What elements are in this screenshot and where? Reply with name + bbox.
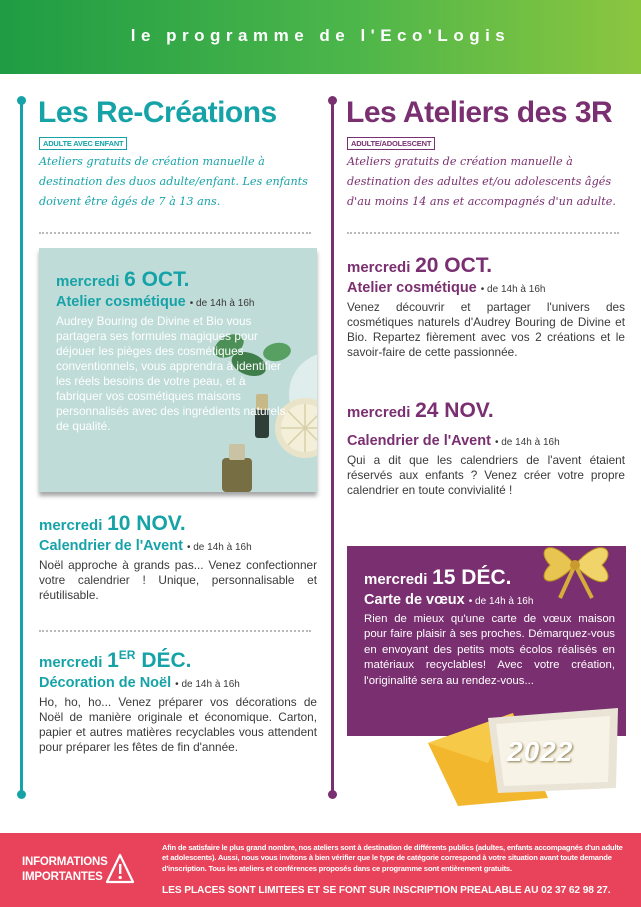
event-day-number: 1 bbox=[107, 649, 119, 672]
page-title: le programme de l'Eco'Logis bbox=[130, 26, 511, 45]
event-oct-20-right bbox=[347, 254, 625, 360]
event-activity bbox=[347, 280, 625, 296]
event-hours: • de 14h à 16h bbox=[494, 437, 560, 448]
event-activity-title: Calendrier de l'Avent bbox=[347, 433, 491, 449]
event-date bbox=[39, 648, 317, 673]
event-description: Ho, ho, ho... Venez préparer vos décorations de Noël de manière originale et économique. Carton, papier et autres matières recyclables vous attendent pour préparer les fêtes de fin d'année. bbox=[39, 695, 317, 754]
footer-registration-notice: LES PLACES SONT LIMITEES ET SE FONT SUR INSCRIPTION PREALABLE AU 02 37 62 98 27. bbox=[162, 885, 611, 896]
event-weekday: mercredi bbox=[364, 571, 428, 588]
left-featured-card bbox=[39, 248, 317, 492]
event-day: 20 OCT. bbox=[415, 254, 493, 277]
event-day: 24 NOV. bbox=[415, 399, 494, 422]
event-weekday: mercredi bbox=[347, 404, 411, 421]
event-activity-title: Atelier cosmétique bbox=[347, 280, 477, 296]
right-timeline-dot bbox=[328, 790, 337, 799]
event-oct-6-left bbox=[56, 268, 306, 434]
left-column-title: Les Re-Créations bbox=[38, 96, 277, 129]
event-date bbox=[39, 512, 317, 536]
left-timeline-dot bbox=[17, 790, 26, 799]
event-nov-24-right bbox=[347, 399, 625, 498]
event-description: Audrey Bouring de Divine et Bio vous partagera ses formules magiques pour déjouer les pièges des cosmétiques conventionnels, vous apprendra à identifier les réels besoins de votre peau, et à fabriquer vos cosmétiques maisons personnalisés avec des ingrédients naturels de qualité. bbox=[56, 314, 286, 433]
event-activity-title: Carte de vœux bbox=[364, 592, 465, 608]
gold-ribbon-icon bbox=[530, 530, 625, 600]
footer-info-banner bbox=[0, 833, 641, 907]
left-separator bbox=[39, 232, 311, 234]
footer-title-line: INFORMATIONS bbox=[22, 856, 108, 868]
footer-title bbox=[22, 855, 108, 885]
left-separator bbox=[39, 630, 311, 632]
footer-notice: Afin de satisfaire le plus grand nombre, nos ateliers sont à destination de différents publics (adultes, enfants accompagnés d'un adulte et adolescents). Aussi, nous vous invitons à bien vérifier que le type de catégorie correspond à votre situation avant toute demande d'inscription. Tous les ateliers et conférences proposés dans ce programme sont entièrement gratuits. bbox=[162, 843, 623, 873]
event-activity-title: Décoration de Noël bbox=[39, 675, 172, 691]
event-weekday: mercredi bbox=[56, 273, 120, 290]
right-separator bbox=[347, 232, 619, 234]
right-timeline-dot bbox=[328, 96, 337, 105]
event-description: Rien de mieux qu'une carte de vœux maison pour faire plaisir à ses proches. Démarquez-vous en envoyant des petits mots écolos réalisés en matériaux recyclables! Avec votre création, l'originalité sera au rendez-vous... bbox=[364, 613, 615, 687]
event-description: Qui a dit que les calendriers de l'avent étaient réservés aux enfants ? Venez créer votre propre calendrier en toute convivialité ! bbox=[347, 453, 625, 497]
footer-title-line: IMPORTANTES bbox=[22, 871, 103, 883]
left-timeline-dot bbox=[17, 96, 26, 105]
right-intro: Ateliers gratuits de création manuelle à destination des adultes et/ou adolescents âgés d'au moins 14 ans et accompagnés d'un adulte. bbox=[347, 155, 616, 208]
event-dec-1-left bbox=[39, 648, 317, 755]
event-weekday: mercredi bbox=[347, 259, 411, 276]
event-day: 10 NOV. bbox=[107, 512, 186, 535]
event-hours: • de 14h à 16h bbox=[189, 298, 255, 309]
event-hours: • de 14h à 16h bbox=[480, 284, 546, 295]
header-banner bbox=[0, 0, 641, 74]
event-day: 15 DÉC. bbox=[432, 566, 512, 589]
event-activity-title: Calendrier de l'Avent bbox=[39, 538, 183, 554]
event-description: Noël approche à grands pas... Venez confectionner votre calendrier ! Unique, personnalisable et réutilisable. bbox=[39, 558, 317, 602]
event-activity bbox=[56, 294, 306, 310]
event-month: DÉC. bbox=[141, 649, 192, 672]
left-audience-tag: ADULTE AVEC ENFANT bbox=[39, 137, 127, 150]
event-activity bbox=[347, 433, 625, 449]
event-hours: • de 14h à 16h bbox=[186, 542, 252, 553]
card-year: 2022 bbox=[507, 736, 574, 767]
event-weekday: mercredi bbox=[39, 654, 103, 671]
event-hours: • de 14h à 16h bbox=[468, 596, 534, 607]
event-date bbox=[347, 399, 625, 423]
right-timeline-line bbox=[331, 97, 334, 793]
event-activity bbox=[39, 675, 317, 691]
event-date bbox=[56, 268, 306, 292]
event-date bbox=[347, 254, 625, 278]
right-column-title: Les Ateliers des 3R bbox=[346, 96, 613, 129]
left-timeline-line bbox=[20, 97, 23, 793]
left-intro: Ateliers gratuits de création manuelle à destination des duos adulte/enfant. Les enfants doivent être âgés de 7 à 13 ans. bbox=[39, 155, 308, 208]
event-hours: • de 14h à 16h bbox=[175, 679, 240, 690]
right-audience-tag: ADULTE/ADOLESCENT bbox=[347, 137, 435, 150]
event-day-ordinal: ER bbox=[118, 648, 136, 662]
event-activity-title: Atelier cosmétique bbox=[56, 294, 186, 310]
event-description: Venez découvrir et partager l'univers des cosmétiques naturels d'Audrey Bouring de Divine et Bio. Repartez fièrement avec vos 2 créations et le savoir-faire de cette passionnée. bbox=[347, 300, 625, 359]
warning-icon bbox=[106, 853, 134, 885]
event-nov-10-left bbox=[39, 512, 317, 603]
event-day: 6 OCT. bbox=[124, 268, 190, 291]
event-weekday: mercredi bbox=[39, 517, 103, 534]
event-activity bbox=[39, 538, 317, 554]
